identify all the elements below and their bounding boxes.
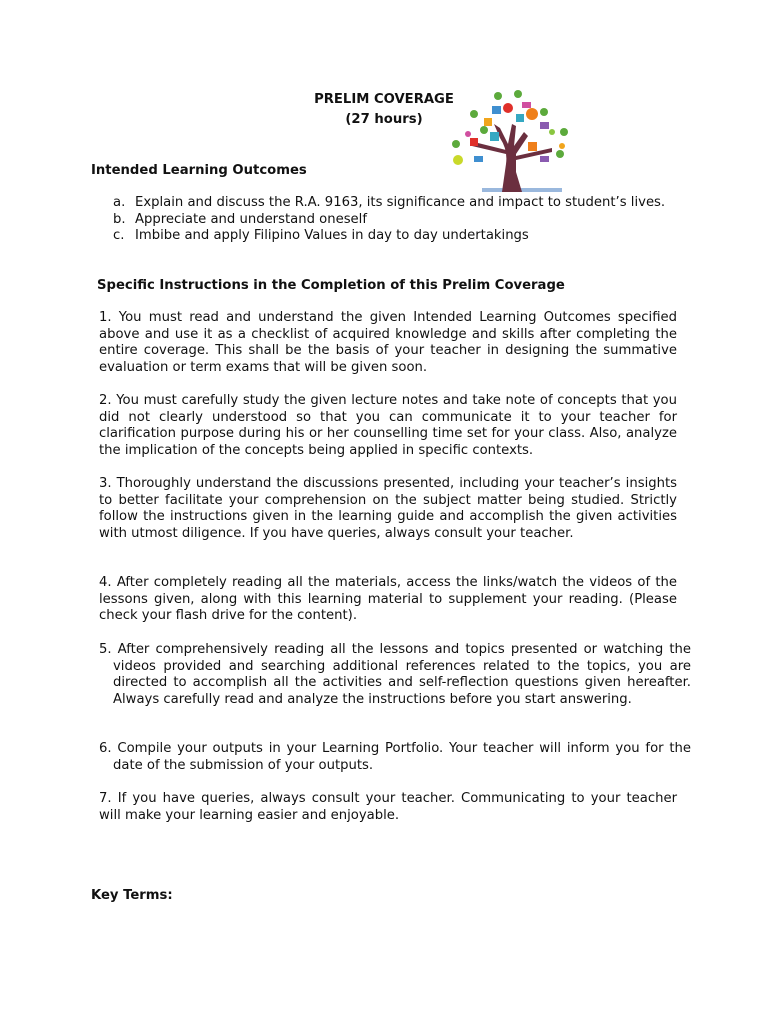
ilo-item [113, 212, 677, 229]
ilo-marker: b. [113, 211, 126, 227]
instruction-paragraph: 5. After comprehensively reading all the lessons and topics presented or watching the videos provided and searching additional references related to the topics, you are directed to accomplish all the activities and self-reflection questions given hereafter. Always carefully read and analyze the instructions before you start answering. [99, 642, 691, 707]
ilo-text: Explain and discuss the R.A. 9163, its significance and impact to student’s lives. [135, 195, 666, 210]
ilo-text: Imbibe and apply Filipino Values in day to day undertakings [135, 228, 529, 244]
instruction-paragraph: 1. You must read and understand the given Intended Learning Outcomes specified above and use it as a checklist of acquired knowledge and skills after completing the entire coverage. This shall be the basis of your teacher in designing the summative evaluation or term exams that will be given soon. [99, 310, 677, 375]
ilo-item [113, 195, 677, 212]
ilo-list [113, 195, 677, 245]
ilo-heading: Intended Learning Outcomes [91, 163, 307, 178]
coverage-hours: (27 hours) [345, 112, 423, 127]
instruction-paragraph: 2. You must carefully study the given lecture notes and take note of concepts that you did not clearly understood so that you can communicate it to your teacher for clarification purpose during his or her counselling time set for your class. Also, analyze the implication of the concepts being applied in specific contexts. [99, 393, 677, 458]
key-terms-heading: Key Terms: [91, 888, 173, 903]
ilo-text: Appreciate and understand oneself [135, 211, 367, 227]
technology-tree-illustration [444, 84, 574, 198]
page-title: PRELIM COVERAGE [314, 92, 454, 107]
instruction-paragraph: 3. Thoroughly understand the discussions presented, including your teacher’s insights to better facilitate your comprehension on the subject matter being studied. Strictly follow the instructions given in the learning guide and accomplish the given activities with utmost diligence. If you have queries, always consult your teacher. [99, 476, 677, 541]
instructions-heading: Specific Instructions in the Completion of this Prelim Coverage [97, 278, 565, 293]
instruction-paragraph: 7. If you have queries, always consult your teacher. Communicating to your teacher will make your learning easier and enjoyable. [99, 791, 677, 823]
ilo-marker: a. [113, 195, 126, 210]
ilo-item [113, 228, 677, 245]
instruction-paragraph: 6. Compile your outputs in your Learning Portfolio. Your teacher will inform you for the date of the submission of your outputs. [99, 741, 691, 773]
instruction-paragraph: 4. After completely reading all the materials, access the links/watch the videos of the lessons given, along with this learning material to supplement your reading. (Please check your flash drive for the content). [99, 575, 677, 624]
ilo-marker: c. [113, 228, 125, 244]
